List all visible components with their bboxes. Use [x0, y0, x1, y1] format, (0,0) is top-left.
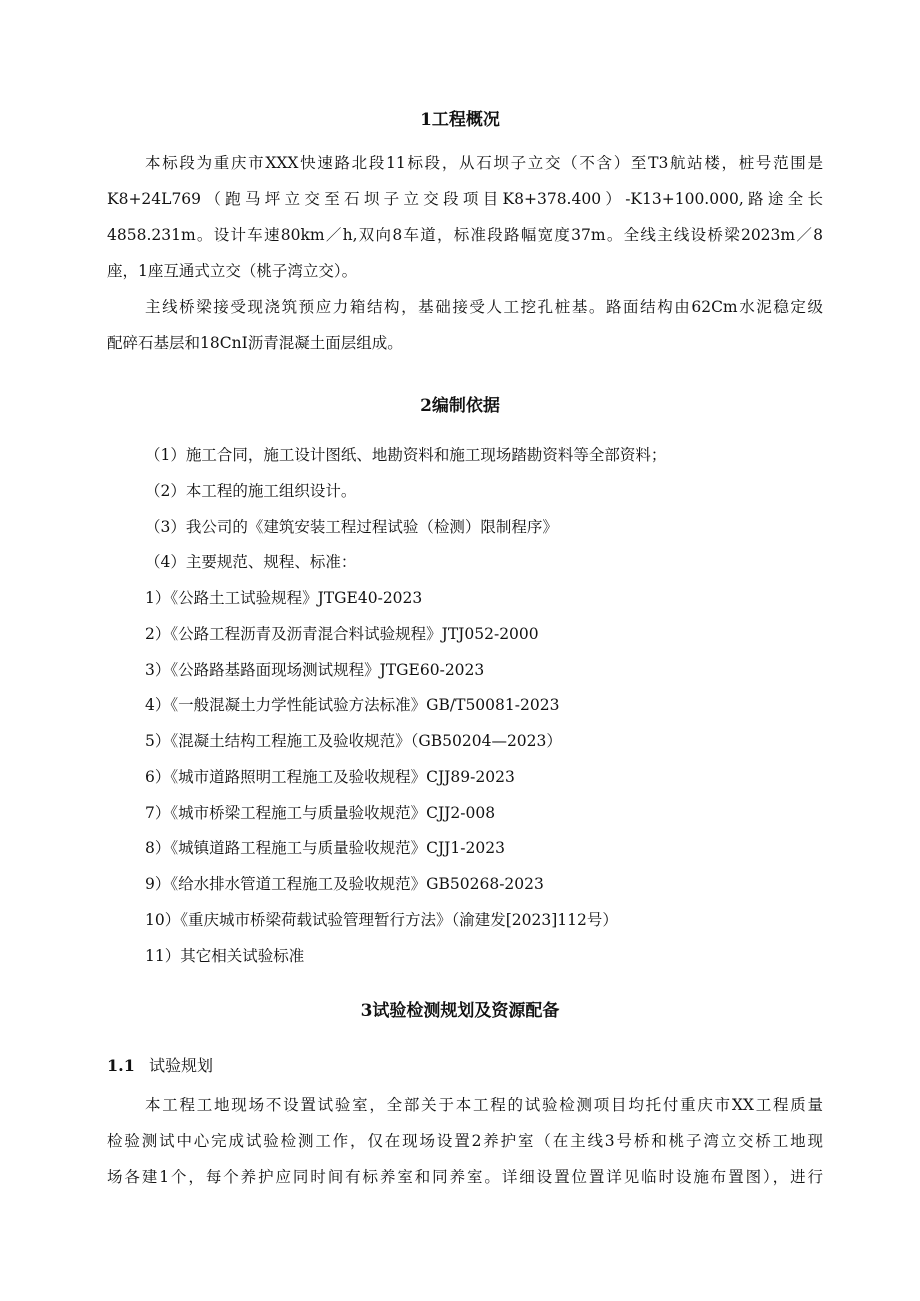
section-1-title: 1工程概况 — [420, 110, 500, 130]
paragraph-line: 座，1座互通式立交（桃子湾立交）。 — [107, 262, 358, 280]
list-item: 11）其它相关试验标准 — [145, 947, 305, 965]
section-3-paragraph-1 — [107, 1087, 823, 1195]
list-item: 4）《一般混凝土力学性能试验方法标准》GB/T50081-2023 — [145, 696, 560, 714]
list-item: 6）《城市道路照明工程施工及验收规程》CJJ89-2023 — [145, 768, 515, 786]
paragraph-line: 本工程工地现场不设置试验室，全部关于本工程的试验检测项目均托付重庆市XX工程质量 — [145, 1096, 823, 1114]
section-2-title: 2编制依据 — [420, 396, 500, 416]
list-item: （3）我公司的《建筑安装工程过程试验（检测）限制程序》 — [145, 518, 558, 536]
section-1-paragraph-2 — [107, 289, 823, 361]
paragraph-line: 配碎石基层和18CnI沥青混凝土面层组成。 — [107, 334, 403, 352]
list-item: 2）《公路工程沥青及沥青混合料试验规程》JTJ052-2000 — [145, 625, 539, 643]
list-item: （1）施工合同，施工设计图纸、地勘资料和施工现场踏勘资料等全部资料； — [145, 446, 667, 464]
list-item: 10）《重庆城市桥梁荷载试验管理暂行方法》（渝建发[2023]112号） — [145, 911, 618, 929]
subsection-number: 1.1 — [107, 1056, 135, 1075]
list-item: 5）《混凝土结构工程施工及验收规范》（GB50204—2023） — [145, 732, 562, 750]
section-3-title: 3试验检测规划及资源配备 — [360, 1001, 560, 1021]
list-item: （2）本工程的施工组织设计。 — [145, 482, 357, 500]
subsection-title: 试验规划 — [149, 1056, 214, 1075]
paragraph-line: 本标段为重庆市XXX快速路北段11标段，从石坝子立交（不含）至T3航站楼，桩号范围是 — [145, 154, 823, 172]
list-item: 8）《城镇道路工程施工与质量验收规范》CJJ1-2023 — [145, 839, 505, 857]
paragraph-line: 场各建1个，每个养护应同时间有标养室和同养室。详细设置位置详见临时设施布置图），进行 — [107, 1168, 823, 1186]
paragraph-line: 检验测试中心完成试验检测工作，仅在现场设置2养护室（在主线3号桥和桃子湾立交桥工地现 — [107, 1132, 823, 1150]
list-item: 9）《给水排水管道工程施工及验收规范》GB50268-2023 — [145, 875, 544, 893]
paragraph-line: K8+24L769（跑马坪立交至石坝子立交段项目K8+378.400）-K13+100.000,路途全长 — [107, 190, 823, 208]
section-1-paragraph-1 — [107, 145, 823, 289]
list-item: 7）《城市桥梁工程施工与质量验收规范》CJJ2-008 — [145, 804, 496, 822]
subsection-heading — [107, 1054, 213, 1078]
paragraph-line: 主线桥梁接受现浇筑预应力箱结构，基础接受人工挖孔桩基。路面结构由62Cm水泥稳定级 — [145, 298, 823, 316]
list-item: 3）《公路路基路面现场测试规程》JTGE60-2023 — [145, 661, 485, 679]
list-item: 1）《公路土工试验规程》JTGE40-2023 — [145, 589, 423, 607]
paragraph-line: 4858.231m。设计车速80km／h,双向8车道，标准段路幅宽度37m。全线主线设桥梁2023m／8 — [107, 226, 823, 244]
list-item: （4）主要规范、规程、标准： — [145, 553, 357, 571]
